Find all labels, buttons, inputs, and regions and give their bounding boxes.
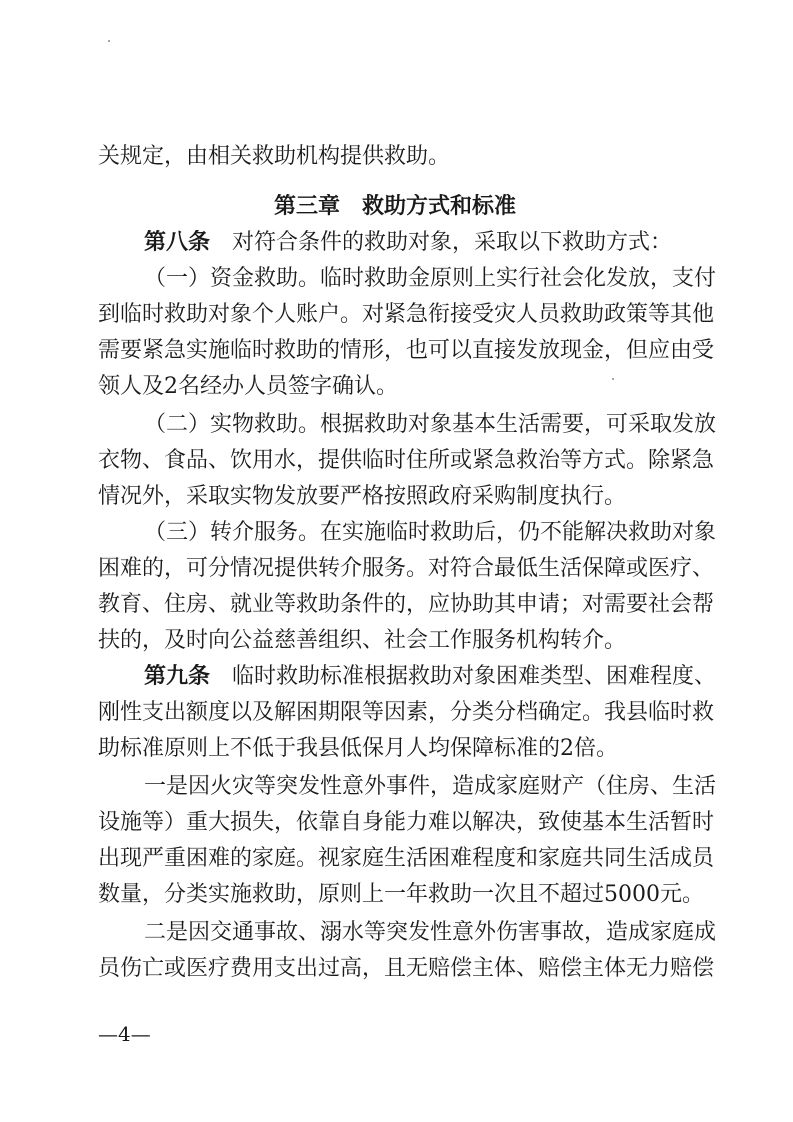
article-8-text: 对符合条件的救助对象，采取以下救助方式： [232, 230, 673, 255]
article-8-line [0, 230, 793, 256]
text-line [0, 556, 793, 582]
text-line [0, 302, 793, 328]
text-line-content: 助标准原则上不低于我县低保月人均保障标准的2倍。 [98, 736, 618, 761]
text-line [0, 628, 793, 654]
text-line-content: 出现严重困难的家庭。视家庭生活困难程度和家庭共同生活成员 [98, 846, 715, 871]
text-line [0, 520, 793, 546]
article-9-label: 第九条 [144, 664, 211, 689]
text-line [0, 374, 793, 400]
text-line-content: （三）转介服务。在实施临时救助后，仍不能解决救助对象 [144, 520, 717, 545]
text-line [0, 448, 793, 474]
text-line [0, 144, 793, 170]
text-line [0, 882, 793, 908]
text-line-content: 困难的，可分情况提供转介服务。对符合最低生活保障或医疗、 [98, 556, 715, 581]
text-line-content: 教育、住房、就业等救助条件的，应协助其申请；对需要社会帮 [98, 592, 715, 617]
text-line [0, 266, 793, 292]
scan-speck [108, 40, 110, 42]
text-line [0, 810, 793, 836]
text-line-content: 一是因火灾等突发性意外事件，造成家庭财产（住房、生活 [144, 774, 717, 799]
text-line-content: （二）实物救助。根据救助对象基本生活需要，可采取发放 [144, 412, 717, 437]
text-line-content: 设施等）重大损失，依靠自身能力难以解决，致使基本生活暂时 [98, 810, 715, 835]
text-line-content: 数量，分类实施救助，原则上一年救助一次且不超过5000元。 [98, 882, 704, 907]
text-line-content: 衣物、食品、饮用水，提供临时住所或紧急救治等方式。除紧急 [98, 448, 715, 473]
text-line-content: 扶的，及时向公益慈善组织、社会工作服务机构转介。 [98, 628, 627, 653]
text-line-content: 到临时救助对象个人账户。对紧急衔接受灾人员救助政策等其他 [98, 302, 715, 327]
text-line-content: 情况外，采取实物发放要严格按照政府采购制度执行。 [98, 484, 627, 509]
article-9-text: 临时救助标准根据救助对象困难类型、困难程度、 [232, 664, 717, 689]
text-line [0, 338, 793, 364]
article-8-label: 第八条 [144, 230, 211, 255]
text-line [0, 412, 793, 438]
text-line-content: 二是因交通事故、溺水等突发性意外伤害事故，造成家庭成 [144, 920, 717, 945]
scan-speck [612, 378, 614, 380]
text-line-content: 刚性支出额度以及解困期限等因素，分类分档确定。我县临时救 [98, 700, 715, 725]
text-line [0, 700, 793, 726]
text-line-content: 需要紧急实施临时救助的情形，也可以直接发放现金，但应由受 [98, 338, 715, 363]
text-line [0, 592, 793, 618]
text-line [0, 956, 793, 982]
chapter-heading-line [0, 194, 793, 220]
text-line-content: 关规定，由相关救助机构提供救助。 [98, 144, 451, 169]
article-9-line [0, 664, 793, 690]
text-line-content: 领人及2名经办人员签字确认。 [98, 374, 398, 399]
text-line [0, 846, 793, 872]
text-line [0, 736, 793, 762]
text-line [0, 484, 793, 510]
page-number: —4— [98, 1022, 151, 1046]
chapter-heading: 第三章 救助方式和标准 [274, 194, 517, 219]
text-line-content: （一）资金救助。临时救助金原则上实行社会化发放，支付 [144, 266, 717, 291]
text-line [0, 774, 793, 800]
text-line [0, 920, 793, 946]
text-line-content: 员伤亡或医疗费用支出过高，且无赔偿主体、赔偿主体无力赔偿 [98, 956, 715, 981]
